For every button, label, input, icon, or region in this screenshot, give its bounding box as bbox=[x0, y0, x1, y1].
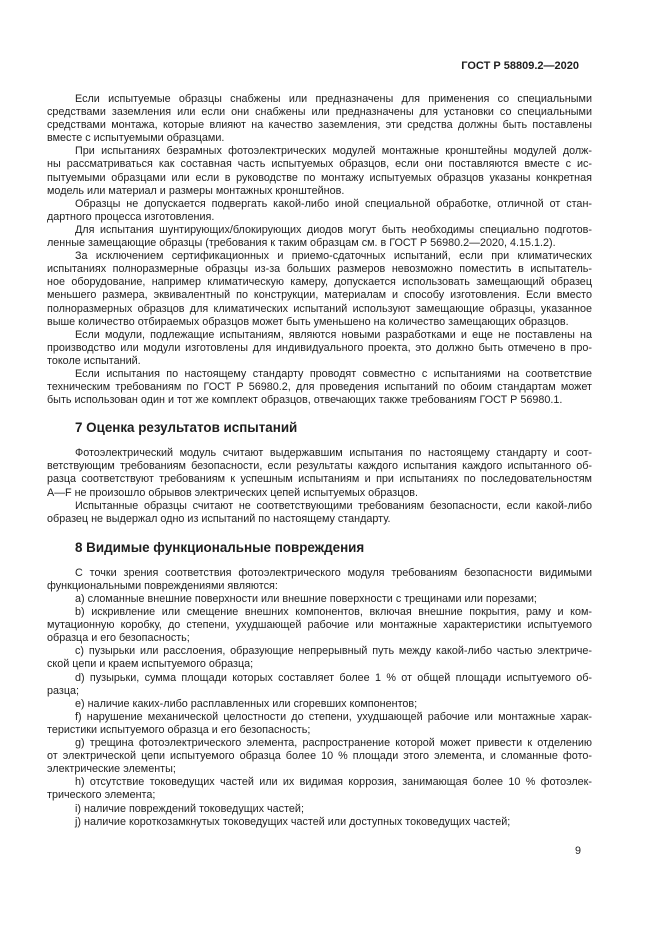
document-code: ГОСТ Р 58809.2—2020 bbox=[461, 60, 579, 72]
text-line: f) нарушение механической целостности до степени, ухудшающей рабочие или монтажные харак- bbox=[75, 710, 592, 723]
text-line: ленные замещающие образцы (требования к таким образцам см. в ГОСТ Р 56980.2—2020, 4.15.1.2). bbox=[47, 237, 556, 250]
section-7-body bbox=[47, 447, 592, 526]
page-number: 9 bbox=[574, 845, 581, 857]
paragraph bbox=[47, 672, 592, 698]
text-line: ны рассматриваться как составная часть испытуемых образцов, если они поставляются вместе с ис- bbox=[47, 158, 592, 171]
text-line: i) наличие повреждений токоведущих частей; bbox=[75, 802, 304, 815]
paragraph bbox=[47, 737, 592, 776]
paragraph bbox=[47, 816, 592, 829]
text-line: дартного процесса изготовления. bbox=[47, 210, 215, 223]
text-line: При испытаниях безрамных фотоэлектрических модулей монтажные кронштейны модулей долж- bbox=[75, 145, 592, 158]
text-line: образца и его безопасность; bbox=[47, 632, 190, 645]
text-line: h) отсутствие токоведущих частей или их видимая коррозия, занимающая более 10 % фотоэлек- bbox=[75, 776, 592, 789]
text-line: техническим требованиям по ГОСТ Р 56980.2, для проведения испытаний по обоим стандартам может bbox=[47, 381, 592, 394]
text-line: c) пузырьки или расслоения, образующие непрерывный путь между какой-либо частью электриче- bbox=[75, 645, 592, 658]
text-line: теристики испытуемого образца и его безопасность; bbox=[47, 723, 311, 736]
text-line: Для испытания шунтирующих/блокирующих диодов могут быть необходимы специально подготов- bbox=[75, 223, 592, 236]
paragraph bbox=[47, 224, 592, 250]
text-line: ской цепи и краем испытуемого образца; bbox=[47, 658, 254, 671]
text-line: средствами монтажа, которые влияют на качество заземления, эти средства должны быть поставлены bbox=[47, 119, 592, 132]
paragraph bbox=[47, 645, 592, 671]
text-line: g) трещина фотоэлектрического элемента, распространение которой может привести к отделению bbox=[75, 737, 592, 750]
paragraph bbox=[47, 776, 592, 802]
text-line: b) искривление или смещение внешних компонентов, включая внешние покрытия, раму и ком- bbox=[75, 606, 592, 619]
text-line: Образцы не допускается подвергать какой-либо иной специальной обработке, отличной от стан- bbox=[75, 197, 592, 210]
text-line: функциональными повреждениями являются: bbox=[47, 579, 278, 592]
text-line: За исключением сертификационных и приемо-сдаточных испытаний, если при климатических bbox=[75, 250, 592, 263]
paragraph bbox=[47, 698, 592, 711]
paragraph bbox=[47, 803, 592, 816]
text-line: Если испытания по настоящему стандарту проводят совместно с испытаниями на соответствие bbox=[75, 367, 592, 380]
page-content bbox=[47, 93, 592, 829]
text-line: Если испытуемые образцы снабжены или предназначены для применения со специальными bbox=[75, 93, 592, 105]
text-line: мутационную коробку, до степени, ухудшающей рабочие или монтажные характеристики испытуемого bbox=[47, 619, 592, 632]
text-line: d) пузырьки, сумма площади которых составляет более 1 % от общей площади испытуемого об- bbox=[75, 671, 592, 684]
text-line: разца; bbox=[47, 684, 80, 697]
section-8-body bbox=[47, 567, 592, 829]
text-line: токоле испытаний. bbox=[47, 354, 141, 367]
text-line: разца соответствуют требованиям к успешным испытаниям и при испытаниях по последовательностям bbox=[47, 473, 592, 486]
paragraph bbox=[47, 145, 592, 197]
paragraph bbox=[47, 447, 592, 499]
paragraph bbox=[47, 567, 592, 593]
paragraph bbox=[47, 593, 592, 606]
paragraph bbox=[47, 500, 592, 526]
text-line: испытаниях полноразмерные образцы из-за больших размеров невозможно поместить в испытатель- bbox=[47, 263, 592, 276]
paragraph bbox=[47, 711, 592, 737]
section-7-heading: 7 Оценка результатов испытаний bbox=[75, 420, 298, 436]
text-line: A—F не произошло обрывов электрических цепей испытуемых образцов. bbox=[47, 486, 419, 499]
text-line: вместе с испытуемыми образцами. bbox=[47, 132, 225, 145]
text-line: средствами заземления или если они снабжены или предназначены для установки со специальными bbox=[47, 106, 592, 119]
text-line: производство или модули изготовлены для индивидуального проекта, это должно быть отмечено в про- bbox=[47, 341, 592, 354]
text-line: быть использован один и тот же комплект образцов, отвечающих также требованиям ГОСТ Р 56980.1. bbox=[47, 394, 563, 407]
text-line: образец не выдержал одно из испытаний по настоящему стандарту. bbox=[47, 512, 391, 525]
paragraph bbox=[47, 198, 592, 224]
text-line: С точки зрения соответствия фотоэлектрического модуля требованиям безопасности видимыми bbox=[75, 566, 592, 579]
text-line: пытуемыми образцами или если в руководстве по монтажу испытуемых образцов указаны конкретная bbox=[47, 171, 592, 184]
text-line: выше количество отбираемых образцов может быть уменьшено на количество замещающих образцов. bbox=[47, 315, 569, 328]
section-8-heading: 8 Видимые функциональные повреждения bbox=[75, 539, 365, 555]
text-line: ветствующим требованиям безопасности, если результаты каждого испытания каждого испытанного об- bbox=[47, 460, 592, 473]
text-line: модель или материал и размеры монтажных кронштейнов. bbox=[47, 184, 345, 197]
paragraph bbox=[47, 250, 592, 329]
text-line: e) наличие каких-либо расплавленных или сгоревших компонентов; bbox=[75, 697, 418, 710]
paragraph bbox=[47, 606, 592, 645]
text-line: Если модули, подлежащие испытаниям, являются новыми разработками и еще не поставлены на bbox=[75, 328, 592, 341]
text-line: Испытанные образцы считают не соответствующими требованиям безопасности, если какой-либо bbox=[75, 499, 592, 512]
intro-section bbox=[47, 93, 592, 407]
text-line: j) наличие короткозамкнутых токоведущих частей или доступных токоведущих частей; bbox=[75, 815, 511, 828]
text-line: от электрической цепи испытуемого образца более 10 % площади этого элемента, и сломанные фото- bbox=[47, 750, 592, 763]
paragraph bbox=[47, 368, 592, 407]
text-line: a) сломанные внешние поверхности или внешние поверхности с трещинами или порезами; bbox=[75, 593, 537, 605]
text-line: ное оборудование, например климатическую камеру, допускается использовать замещающий образец bbox=[47, 276, 592, 289]
text-line: меньшего размера, эквивалентный по конструкции, материалам и способу изготовления. Если вместо bbox=[47, 289, 592, 302]
text-line: полноразмерных образцов для климатических испытаний используют замещающие образцы, указанное bbox=[47, 302, 592, 315]
text-line: Фотоэлектрический модуль считают выдержавшим испытания по настоящему стандарту и соот- bbox=[75, 447, 592, 460]
text-line: трического элемента; bbox=[47, 789, 156, 802]
paragraph bbox=[47, 93, 592, 145]
text-line: электрические элементы; bbox=[47, 763, 176, 776]
paragraph bbox=[47, 329, 592, 368]
